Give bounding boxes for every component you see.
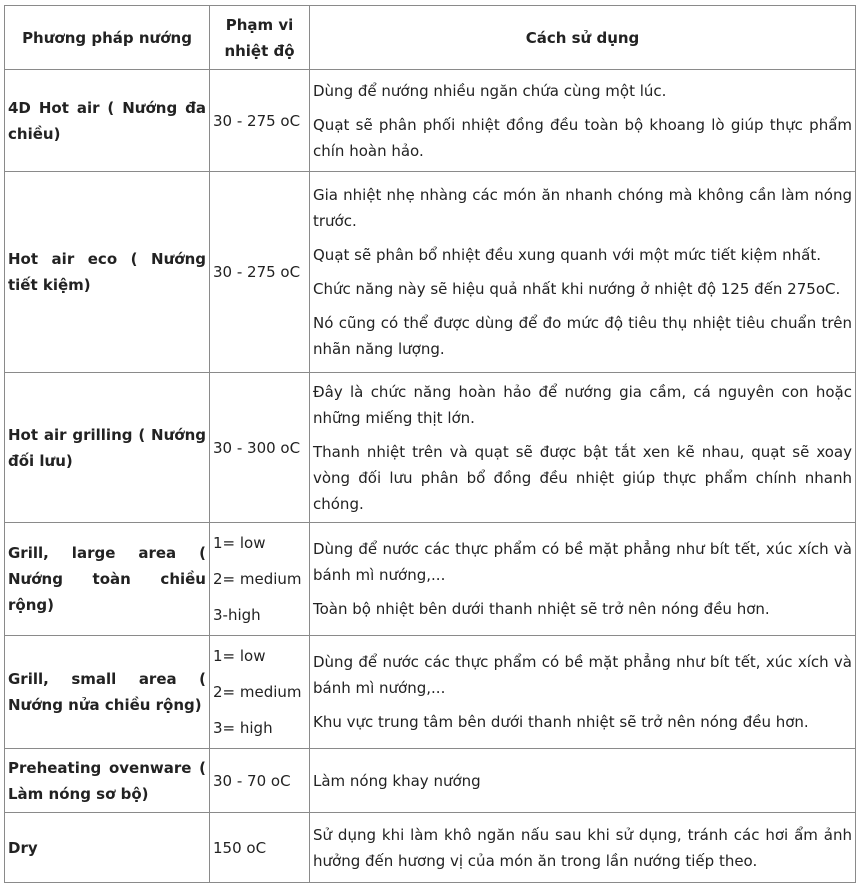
method-cell: 4D Hot air ( Nướng đa chiều) — [5, 70, 210, 172]
method-cell: Grill, small area ( Nướng nửa chiều rộng) — [5, 636, 210, 749]
method-cell: Dry — [5, 813, 210, 883]
range-value: 3= high — [213, 719, 273, 737]
table-row — [5, 373, 856, 523]
table-row — [5, 70, 856, 172]
range-cell — [210, 172, 310, 373]
method-cell: Hot air grilling ( Nướng đối lưu) — [5, 373, 210, 523]
usage-paragraph: Dùng để nước các thực phẩm có bề mặt phẳng như bít tết, xúc xích và bánh mì nướng,... — [313, 540, 852, 584]
method-cell: Hot air eco ( Nướng tiết kiệm) — [5, 172, 210, 373]
usage-paragraph: Quạt sẽ phân phối nhiệt đồng đều toàn bộ khoang lò giúp thực phẩm chín hoàn hảo. — [313, 115, 852, 160]
range-cell — [210, 749, 310, 813]
usage-paragraph: Sử dụng khi làm khô ngăn nấu sau khi sử dụng, tránh các hơi ẩm ảnh hưởng đến hương vị của món ăn trong lần nướng tiếp theo. — [313, 825, 852, 870]
method-cell: Preheating ovenware ( Làm nóng sơ bộ) — [5, 749, 210, 813]
range-cell — [210, 373, 310, 523]
usage-cell — [310, 813, 856, 883]
range-value: 30 - 70 oC — [213, 771, 291, 790]
range-value: 30 - 300 oC — [213, 438, 301, 457]
table-row — [5, 172, 856, 373]
usage-cell — [310, 70, 856, 172]
usage-paragraph: Dùng để nước các thực phẩm có bề mặt phẳng như bít tết, xúc xích và bánh mì nướng,... — [313, 653, 852, 697]
header-range: Phạm vi nhiệt độ — [210, 6, 310, 70]
usage-paragraph: Dùng để nướng nhiều ngăn chứa cùng một lúc. — [313, 81, 667, 100]
usage-cell — [310, 523, 856, 636]
table-row — [5, 749, 856, 813]
range-value: 150 oC — [213, 838, 267, 857]
usage-cell — [310, 636, 856, 749]
usage-paragraph: Làm nóng khay nướng — [313, 771, 481, 790]
range-cell — [210, 636, 310, 749]
usage-paragraph: Gia nhiệt nhẹ nhàng các món ăn nhanh chóng mà không cần làm nóng trước. — [313, 186, 852, 230]
header-usage: Cách sử dụng — [310, 6, 856, 70]
range-value: 2= medium — [213, 570, 302, 588]
table-row — [5, 523, 856, 636]
table-row — [5, 636, 856, 749]
method-cell: Grill, large area ( Nướng toàn chiều rộng) — [5, 523, 210, 636]
usage-paragraph: Chức năng này sẽ hiệu quả nhất khi nướng ở nhiệt độ 125 đến 275oC. — [313, 280, 841, 298]
usage-paragraph: Thanh nhiệt trên và quạt sẽ được bật tắt xen kẽ nhau, quạt sẽ xoay vòng đối lưu phân bổ đồng đều nhiệt giúp thực phẩm chính nhanh chóng. — [313, 442, 852, 513]
baking-methods-table — [4, 5, 856, 883]
usage-paragraph: Khu vực trung tâm bên dưới thanh nhiệt sẽ trở nên nóng đều hơn. — [313, 713, 809, 731]
usage-cell — [310, 373, 856, 523]
range-cell — [210, 70, 310, 172]
table-header-row — [5, 6, 856, 70]
usage-paragraph: Toàn bộ nhiệt bên dưới thanh nhiệt sẽ trở nên nóng đều hơn. — [313, 600, 770, 618]
usage-cell — [310, 172, 856, 373]
range-value: 2= medium — [213, 683, 302, 701]
usage-paragraph: Đây là chức năng hoàn hảo để nướng gia cầm, cá nguyên con hoặc những miếng thịt lớn. — [313, 382, 852, 427]
range-value: 1= low — [213, 647, 266, 665]
range-value: 3-high — [213, 606, 261, 624]
range-value: 30 - 275 oC — [213, 263, 301, 281]
range-cell — [210, 523, 310, 636]
usage-paragraph: Quạt sẽ phân bổ nhiệt đều xung quanh với một mức tiết kiệm nhất. — [313, 246, 822, 264]
usage-paragraph: Nó cũng có thể được dùng để đo mức độ tiêu thụ nhiệt tiêu chuẩn trên nhãn năng lượng. — [313, 314, 852, 358]
range-cell — [210, 813, 310, 883]
range-value: 30 - 275 oC — [213, 111, 301, 130]
range-value: 1= low — [213, 534, 266, 552]
table-row — [5, 813, 856, 883]
header-method: Phương pháp nướng — [5, 6, 210, 70]
usage-cell — [310, 749, 856, 813]
